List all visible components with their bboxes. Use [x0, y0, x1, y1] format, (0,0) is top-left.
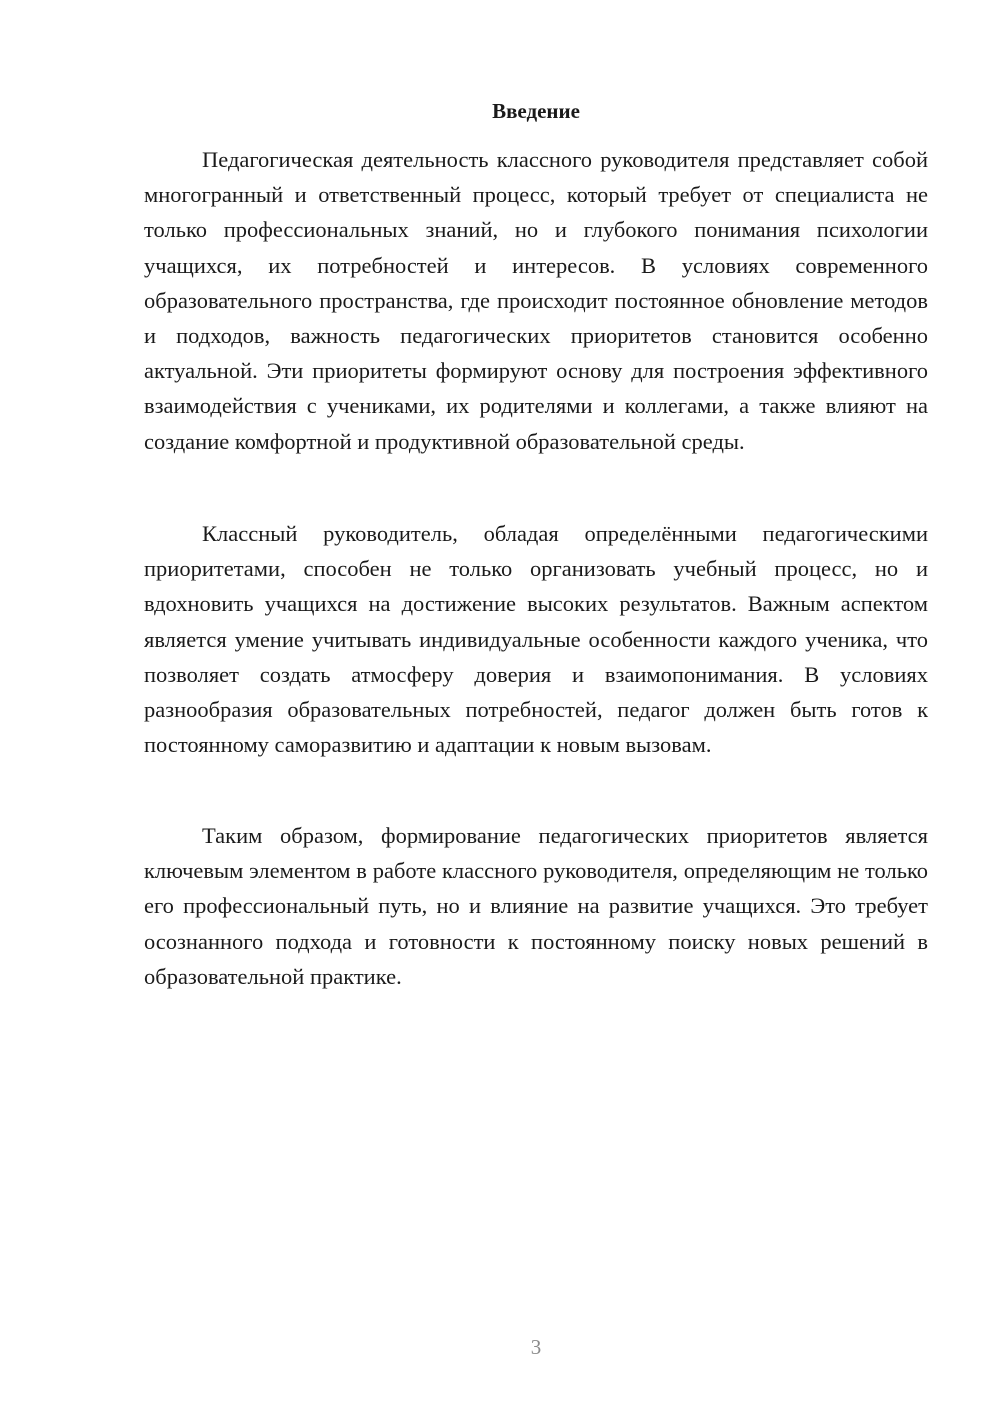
- paragraph-1: Педагогическая деятельность классного руководителя представляет собой многогранный и ответственный процесс, который требует от специалиста не только профессиональных знаний, но и глубокого понимания психологии учащихся, их потребностей и интересов. В условиях современного образовательного пространства, где происходит постоянное обновление методов и подходов, важность педагогических приоритетов становится особенно актуальной. Эти приоритеты формируют основу для построения эффективного взаимодействия с учениками, их родителями и коллегами, а также влияют на создание комфортной и продуктивной образовательной среды.: [144, 147, 928, 454]
- paragraph-2: Классный руководитель, обладая определёнными педагогическими приоритетами, способен не только организовать учебный процесс, но и вдохновить учащихся на достижение высоких результатов. Важным аспектом является умение учитывать индивидуальные особенности каждого ученика, что позволяет создать атмосферу доверия и взаимопонимания. В условиях разнообразия образовательных потребностей, педагог должен быть готов к постоянному саморазвитию и адаптации к новым вызовам.: [144, 521, 928, 758]
- page-number: 3: [530, 1335, 542, 1359]
- section-heading: Введение: [492, 99, 580, 123]
- paragraph-3: Таким образом, формирование педагогических приоритетов является ключевым элементом в работе классного руководителя, определяющим не только его профессиональный путь, но и влияние на развитие учащихся. Это требует осознанного подхода и готовности к постоянному поиску новых решений в образовательной практике.: [144, 823, 928, 989]
